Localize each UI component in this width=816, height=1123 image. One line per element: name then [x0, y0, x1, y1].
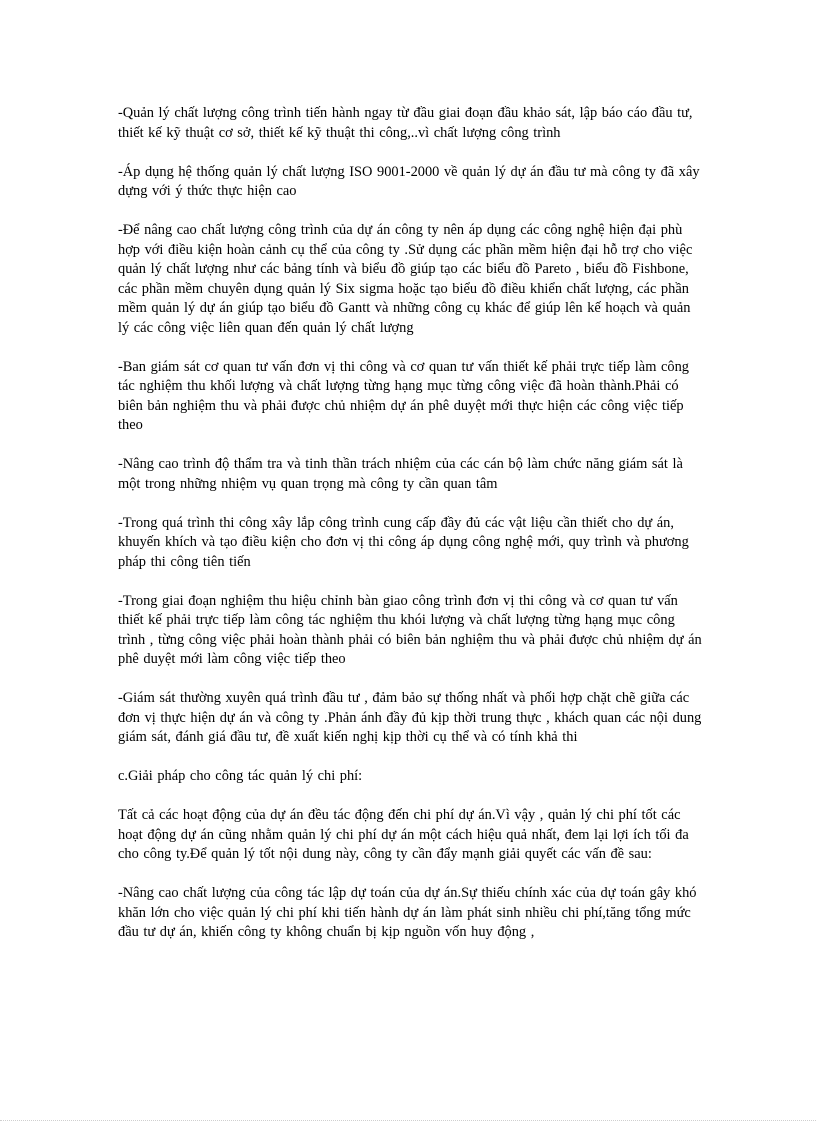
- paragraph-construction-materials: -Trong quá trình thi công xây lắp công trình cung cấp đầy đủ các vật liệu cần thiết cho dự án, khuyến khích và tạo điều kiện cho đơn vị thi công áp dụng công nghệ mới, quy trình và phương pháp thi công tiên tiến: [118, 514, 689, 570]
- paragraph-quality-early-stage: -Quản lý chất lượng công trình tiến hành ngay từ đầu giai đoạn đầu khảo sát, lập báo cáo đầu tư, thiết kế kỹ thuật cơ sở, thiết kế kỹ thuật thi công,..vì chất lượng công trình: [118, 105, 693, 141]
- paragraph-investment-monitoring: -Giám sát thường xuyên quá trình đầu tư , đảm bảo sự thống nhất và phối hợp chặt chẽ giữa các đơn vị thực hiện dự án và công ty .Phản ánh đầy đủ kịp thời trung thực , khách quan các nội dung giám sát, đánh giá đầu tư, đề xuất kiến nghị kịp thời cụ thể và có tính khả thi: [118, 690, 702, 745]
- paragraph-iso-9001: -Áp dụng hệ thống quản lý chất lượng ISO 9001-2000 về quản lý dự án đầu tư mà công ty đã xây dựng với ý thức thực hiện cao: [118, 163, 700, 199]
- paragraph-cost-overview: Tất cả các hoạt động của dự án đều tác động đến chi phí dự án.Vì vậy , quản lý chi phí tốt các hoạt động dự án cũng nhằm quản lý chi phí dự án một cách hiệu quả nhất, đem lại lợi ích tối đa cho công ty.Để quản lý tốt nội dung này, công ty cần đẩy mạnh giải quyết các vấn đề sau:: [118, 807, 689, 862]
- page-bottom-divider: [0, 1120, 816, 1121]
- paragraph-appraisal-capacity: -Nâng cao trình độ thẩm tra và tinh thần trách nhiệm của các cán bộ làm chức năng giám sát là một trong những nhiệm vụ quan trọng mà công ty cần quan tâm: [118, 456, 683, 492]
- paragraph-acceptance-handover: -Trong giai đoạn nghiệm thu hiệu chỉnh bàn giao công trình đơn vị thi công và cơ quan tư vấn thiết kế phải trực tiếp làm công tác nghiệm thu khói lượng và chất lượng từng hạng mục công trình , từng công việc phải hoàn thành phải có biên bản nghiệm thu và phải được chủ nhiệm dự án phê duyệt mới làm công việc tiếp theo: [118, 592, 702, 667]
- paragraph-estimate-quality: -Nâng cao chất lượng của công tác lập dự toán của dự án.Sự thiếu chính xác của dự toán gây khó khăn lớn cho việc quản lý chi phí khi tiến hành dự án làm phát sinh nhiều chi phí,tăng tổng mức đầu tư dự án, khiến công ty không chuẩn bị kịp nguồn vốn huy động ,: [118, 885, 697, 940]
- paragraph-modern-technology: -Để nâng cao chất lượng công trình của dự án công ty nên áp dụng các công nghệ hiện đại phù hợp với điều kiện hoàn cảnh cụ thể của công ty .Sử dụng các phần mềm hiện đại hỗ trợ cho việc quản lý chất lượng như các bảng tính và biểu đồ giúp tạo các biểu đồ Pareto , biểu đồ Fishbone, các phần mềm chuyên dụng quản lý Six sigma hoặc tạo biểu đồ điều khiển chất lượng, các phần mềm quản lý dự án giúp tạo biểu đồ Gantt và những công cụ khác để giúp lên kế hoạch và quản lý các công việc liên quan đến quản lý chất lượng: [118, 222, 693, 336]
- section-heading-cost-management: c.Giải pháp cho công tác quản lý chi phí:: [118, 768, 363, 784]
- paragraph-supervision-board: -Ban giám sát cơ quan tư vấn đơn vị thi công và cơ quan tư vấn thiết kế phải trực tiếp làm công tác nghiệm thu khối lượng và chất lượng từng hạng mục từng công việc đã hoàn thành.Phải có biên bản nghiệm thu và phải được chủ nhiệm dự án phê duyệt mới thực hiện các công việc tiếp theo: [118, 358, 689, 433]
